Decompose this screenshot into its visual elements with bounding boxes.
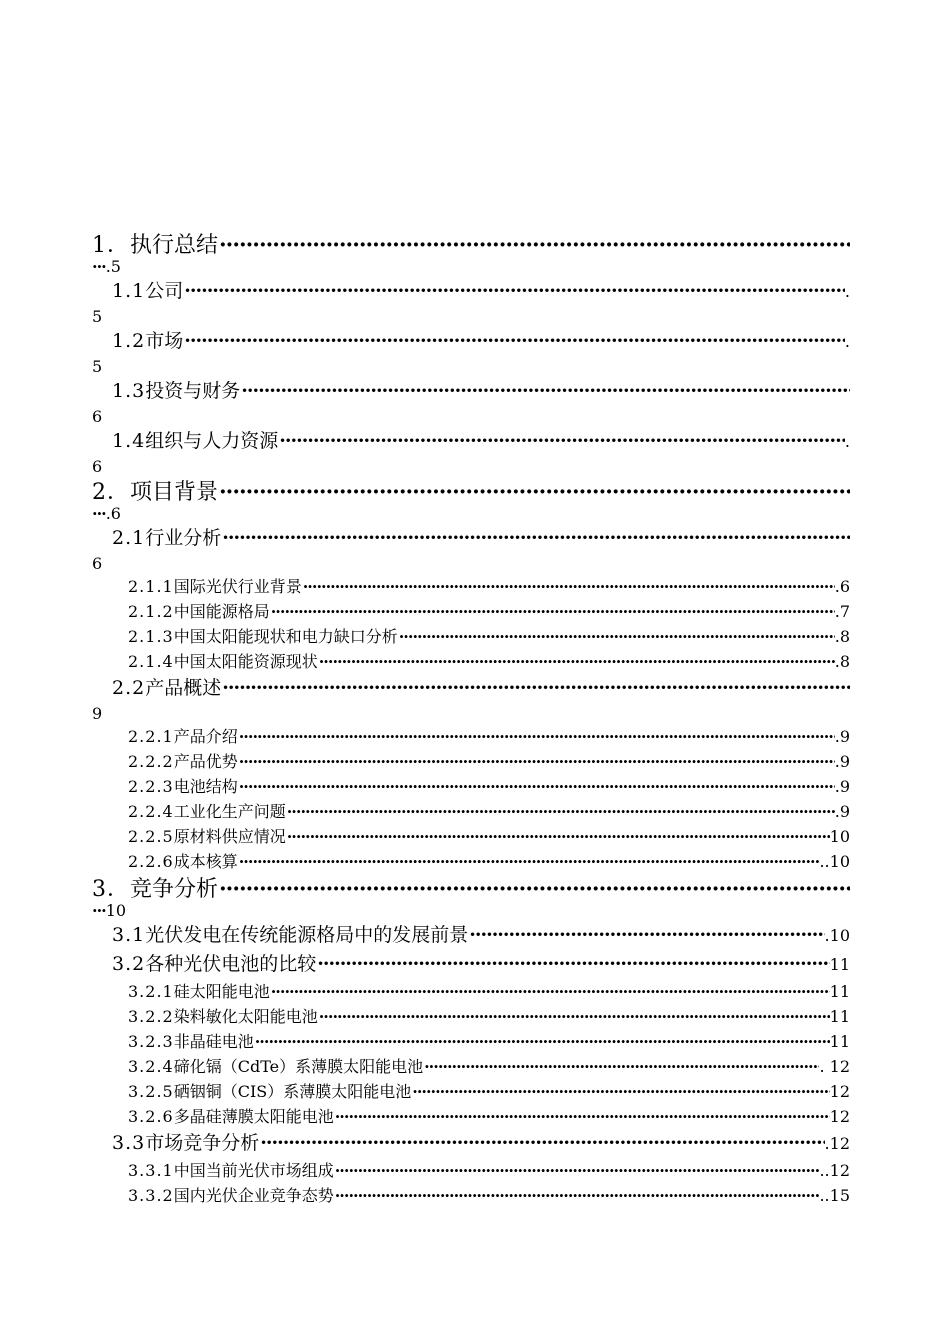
toc-entry-number: 3.3.1 (128, 1161, 174, 1180)
toc-entry[interactable] (92, 674, 850, 724)
toc-page-number: .8 (834, 627, 850, 646)
toc-page-number: 11 (829, 982, 850, 1001)
toc-entry[interactable] (128, 1104, 850, 1129)
toc-page-number: 12 (829, 1082, 850, 1101)
toc-entry-title: 中国能源格局 (173, 602, 270, 621)
toc-page-number: .9 (834, 727, 850, 746)
toc-dot-leader (222, 524, 850, 553)
toc-entry[interactable] (128, 1029, 850, 1054)
toc-dot-leader (241, 377, 850, 406)
toc-entry-number: 3.2.2 (128, 1007, 174, 1026)
toc-page-number: .10 (824, 926, 850, 945)
toc-entry-title: 产品优势 (173, 752, 238, 771)
toc-entry-number: 1.2 (112, 330, 146, 352)
toc-entry-number: 2.1.1 (128, 577, 174, 596)
toc-page-number-wrapped: 6 (92, 554, 103, 573)
toc-entry[interactable] (128, 599, 850, 624)
toc-entry[interactable] (92, 327, 850, 377)
toc-entry[interactable] (128, 849, 850, 874)
toc-dot-leader (219, 874, 850, 904)
toc-entry[interactable] (128, 1183, 850, 1208)
toc-entry[interactable] (128, 799, 850, 824)
toc-entry[interactable] (128, 649, 850, 674)
toc-entry-number: 2.1.2 (128, 602, 174, 621)
toc-page-number-wrapped: 5 (92, 357, 103, 376)
toc-entry[interactable] (128, 1054, 850, 1079)
toc-entry-title: 行业分析 (145, 527, 222, 549)
toc-page-number: .7 (834, 602, 850, 621)
toc-dot-leader (219, 477, 850, 507)
toc-entry-title: 原材料供应情况 (173, 827, 286, 846)
toc-page-number: 10 (829, 827, 850, 846)
toc-entry-title: 工业化生产问题 (173, 802, 286, 821)
toc-entry[interactable] (92, 427, 850, 477)
toc-dot-leader (399, 624, 835, 649)
toc-entry[interactable] (128, 749, 850, 774)
toc-entry[interactable] (128, 1079, 850, 1104)
toc-page-number: . (844, 282, 850, 301)
toc-dot-leader (239, 774, 835, 799)
toc-dot-leader (319, 1004, 830, 1029)
toc-entry-title: 光伏发电在传统能源格局中的发展前景 (145, 924, 469, 946)
toc-entry[interactable] (112, 950, 850, 979)
toc-entry-number: 1.3 (112, 380, 146, 402)
toc-page-number: 11 (829, 1032, 850, 1051)
toc-page-number-wrapped: ··· 10 (92, 900, 850, 921)
toc-page-number: ..15 (819, 1186, 850, 1205)
toc-entry-title: 产品介绍 (173, 727, 238, 746)
toc-page-number: . (844, 432, 850, 451)
toc-entry-number: 3.1 (112, 924, 146, 946)
toc-entry-title: 中国太阳能资源现状 (173, 652, 318, 671)
toc-dot-leader (271, 979, 830, 1004)
toc-entry[interactable] (92, 377, 850, 427)
toc-page-number-wrapped: 5 (92, 307, 103, 326)
toc-dot-leader (184, 327, 845, 356)
toc-dot-leader (260, 1129, 824, 1158)
toc-entry[interactable] (128, 1158, 850, 1183)
toc-entry[interactable] (128, 1004, 850, 1029)
toc-entry[interactable] (128, 774, 850, 799)
toc-page-number-wrapped: 9 (92, 704, 103, 723)
toc-entry-number: 2.2.1 (128, 727, 174, 746)
toc-dot-leader (219, 230, 850, 260)
toc-entry-title: 投资与财务 (145, 380, 241, 402)
toc-dot-leader (279, 427, 845, 456)
toc-page-number: .6 (834, 577, 850, 596)
toc-entry-number: 3.2.4 (128, 1057, 174, 1076)
toc-page-number: .8 (834, 652, 850, 671)
toc-dot-leader (317, 950, 829, 979)
toc-entry-number: 3.2.3 (128, 1032, 174, 1051)
toc-entry[interactable] (128, 624, 850, 649)
toc-page-number: 11 (829, 955, 850, 974)
toc-page-number: .9 (834, 802, 850, 821)
toc-entry-title: 成本核算 (173, 852, 238, 871)
toc-page-number: .9 (834, 752, 850, 771)
toc-dot-leader (335, 1183, 820, 1208)
toc-entry-number: 2.2.5 (128, 827, 174, 846)
toc-page-number-wrapped: ··· .6 (92, 503, 850, 524)
toc-dot-leader (239, 724, 835, 749)
toc-entry[interactable] (92, 874, 850, 921)
toc-entry-number: 3． (92, 877, 130, 902)
toc-entry-number: 2.2.6 (128, 852, 174, 871)
toc-entry-number: 1． (92, 233, 130, 258)
toc-page-number-wrapped: ··· .5 (92, 256, 850, 277)
toc-entry-title: 非晶硅电池 (173, 1032, 254, 1051)
toc-entry[interactable] (128, 824, 850, 849)
toc-entry-title: 各种光伏电池的比较 (145, 953, 317, 975)
toc-entry-title: 国际光伏行业背景 (173, 577, 302, 596)
toc-dot-leader (412, 1079, 829, 1104)
toc-page-number: 12 (829, 1107, 850, 1126)
toc-page-number: ..10 (819, 852, 850, 871)
toc-dot-leader (222, 674, 850, 703)
toc-dot-leader (335, 1158, 820, 1183)
toc-page-number: .12 (824, 1134, 850, 1153)
toc-dot-leader (319, 649, 835, 674)
toc-entry-number: 3.2 (112, 953, 146, 975)
toc-dot-leader (287, 824, 830, 849)
toc-entry-number: 3.2.1 (128, 982, 174, 1001)
toc-entry-title: 染料敏化太阳能电池 (173, 1007, 318, 1026)
toc-page-number-wrapped: 6 (92, 407, 103, 426)
toc-entry[interactable] (92, 230, 850, 277)
toc-page-number: .9 (834, 777, 850, 796)
toc-entry[interactable] (128, 979, 850, 1004)
toc-entry[interactable] (92, 524, 850, 574)
toc-entry-number: 3.3.2 (128, 1186, 174, 1205)
toc-page-number: . (844, 332, 850, 351)
toc-entry-number: 2． (92, 480, 130, 505)
toc-entry-number: 2.1.3 (128, 627, 174, 646)
toc-entry[interactable] (112, 921, 850, 950)
toc-entry-title: 产品概述 (145, 677, 222, 699)
toc-entry-title: 执行总结 (130, 233, 219, 258)
toc-entry-number: 2.2 (112, 677, 146, 699)
toc-entry-title: 中国太阳能现状和电力缺口分析 (173, 627, 398, 646)
toc-dot-leader (469, 921, 824, 950)
toc-entry[interactable] (128, 574, 850, 599)
toc-entry-title: 国内光伏企业竞争态势 (173, 1186, 334, 1205)
toc-dot-leader (303, 574, 835, 599)
toc-entry-title: 项目背景 (130, 480, 219, 505)
toc-entry-title: 组织与人力资源 (145, 430, 279, 452)
toc-dot-leader (184, 277, 845, 306)
toc-entry[interactable] (128, 724, 850, 749)
toc-entry-number: 2.1.4 (128, 652, 174, 671)
toc-entry-number: 2.1 (112, 527, 146, 549)
toc-page-number: . 12 (819, 1057, 850, 1076)
toc-entry-title: 碲化镉（CdTe）系薄膜太阳能电池 (173, 1057, 424, 1076)
toc-entry-number: 1.1 (112, 280, 146, 302)
toc-dot-leader (287, 799, 835, 824)
toc-entry-number: 2.2.4 (128, 802, 174, 821)
toc-entry-title: 市场竞争分析 (145, 1132, 260, 1154)
toc-entry-number: 3.2.6 (128, 1107, 174, 1126)
toc-entry-number: 1.4 (112, 430, 146, 452)
toc-entry-title: 中国当前光伏市场组成 (173, 1161, 334, 1180)
table-of-contents (92, 230, 850, 1208)
toc-page-number: 11 (829, 1007, 850, 1026)
toc-entry-number: 2.2.3 (128, 777, 174, 796)
toc-entry[interactable] (112, 1129, 850, 1158)
toc-entry-title: 电池结构 (173, 777, 238, 796)
toc-entry-number: 3.2.5 (128, 1082, 174, 1101)
toc-entry-title: 市场 (145, 330, 184, 352)
toc-entry-number: 2.2.2 (128, 752, 174, 771)
toc-entry-title: 多晶硅薄膜太阳能电池 (173, 1107, 334, 1126)
toc-entry-title: 竞争分析 (130, 877, 219, 902)
toc-page-number-wrapped: 6 (92, 457, 103, 476)
toc-entry-number: 3.3 (112, 1132, 146, 1154)
toc-entry-title: 硅太阳能电池 (173, 982, 270, 1001)
toc-dot-leader (271, 599, 835, 624)
toc-dot-leader (239, 749, 835, 774)
toc-dot-leader (424, 1054, 819, 1079)
toc-dot-leader (335, 1104, 830, 1129)
toc-page-number: ..12 (819, 1161, 850, 1180)
toc-dot-leader (255, 1029, 830, 1054)
toc-dot-leader (239, 849, 820, 874)
toc-entry[interactable] (92, 277, 850, 327)
toc-entry-title: 公司 (145, 280, 184, 302)
toc-entry[interactable] (92, 477, 850, 524)
toc-entry-title: 硒铟铜（CIS）系薄膜太阳能电池 (173, 1082, 412, 1101)
